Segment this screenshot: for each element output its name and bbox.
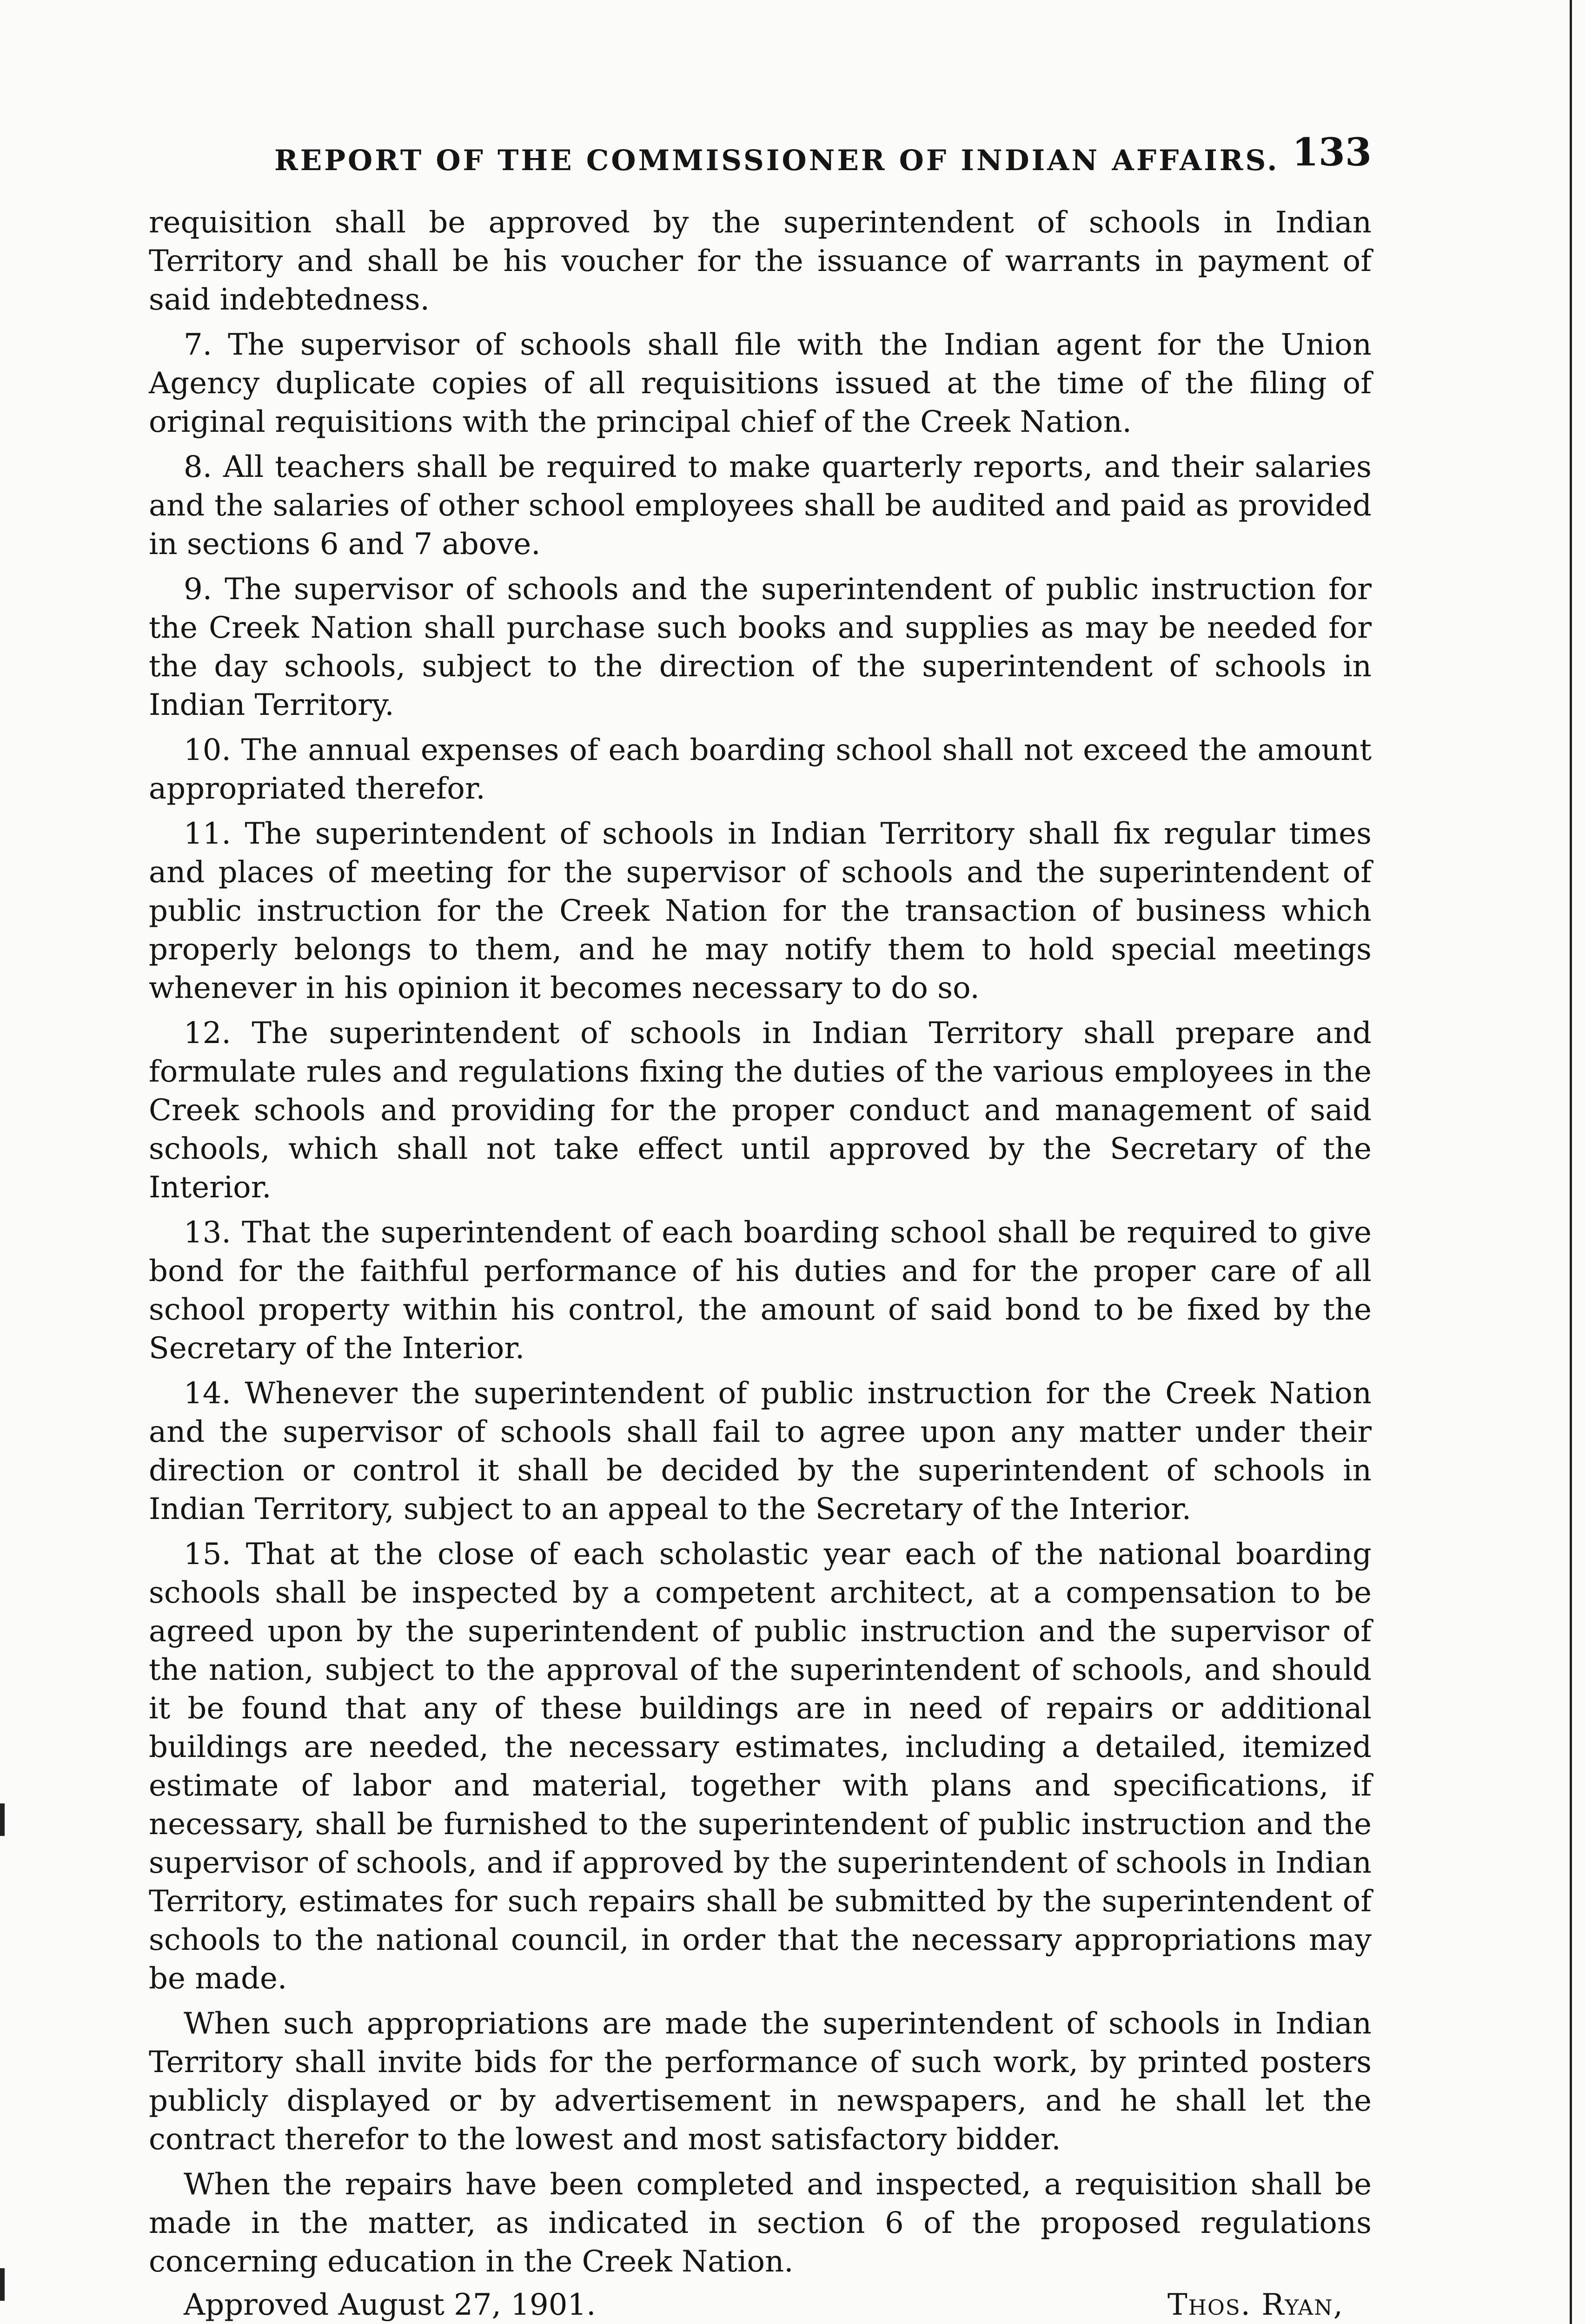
signer-name: Thos. Ryan, xyxy=(1167,2288,1344,2322)
scan-margin-mark xyxy=(0,2268,5,2301)
paragraph-section-10: 10. The annual expenses of each boarding school shall not exceed the amount appropriated therefor. xyxy=(149,733,1372,806)
page-number: 133 xyxy=(1292,130,1372,175)
paragraph-section-7: 7. The supervisor of schools shall file with the Indian agent for the Union Agency duplicate copies of all requisitions issued at the time of the filing of original requisitions with the principal chief of the Creek Nation. xyxy=(149,328,1372,439)
paragraph-section-11: 11. The superintendent of schools in Indian Territory shall fix regular times and places of meeting for the supervisor of schools and the superintendent of public instruction for the Creek Nation for the transaction of business which properly belongs to them, and he may notify them to hold special meetings whenever in his opinion it becomes necessary to do so. xyxy=(149,817,1372,1005)
running-header xyxy=(149,130,1372,186)
document-body xyxy=(149,130,1372,2324)
paragraph-section-12: 12. The superintendent of schools in Indian Territory shall prepare and formulate rules and regulations fixing the duties of the various employees in the Creek schools and providing for the proper conduct and management of said schools, which shall not take effect until approved by the Secretary of the Interior. xyxy=(149,1016,1372,1205)
approval-date: Approved August 27, 1901. xyxy=(184,2288,596,2322)
paragraph-appropriations: When such appropriations are made the superintendent of schools in Indian Territory shall invite bids for the performance of such work, by printed posters publicly displayed or by advertisement in newspapers, and he shall let the contract therefor to the lowest and most satisfactory bidder. xyxy=(149,2007,1372,2157)
page-edge-rule xyxy=(1570,0,1572,2324)
signature-block xyxy=(149,2288,1372,2324)
paragraph-section-8: 8. All teachers shall be required to make quarterly reports, and their salaries and the salaries of other school employees shall be audited and paid as provided in sections 6 and 7 above. xyxy=(149,450,1372,561)
paragraph-section-13: 13. That the superintendent of each boarding school shall be required to give bond for the faithful performance of his duties and for the proper care of all school property within his control, the amount of said bond to be fixed by the Secretary of the Interior. xyxy=(149,1215,1372,1366)
header-title: REPORT OF THE COMMISSIONER OF INDIAN AFFAIRS. xyxy=(274,144,1280,177)
paragraph-continuation: requisition shall be approved by the superintendent of schools in Indian Territory and shall be his voucher for the issuance of warrants in payment of said indebtedness. xyxy=(149,205,1372,317)
paragraph-section-9: 9. The supervisor of schools and the superintendent of public instruction for the Creek Nation shall purchase such books and supplies as may be needed for the day schools, subject to the direction of the superintendent of schools in Indian Territory. xyxy=(149,572,1372,722)
paragraph-repairs: When the repairs have been completed and inspected, a requisition shall be made in the matter, as indicated in section 6 of the proposed regulations concerning education in the Creek Nation. xyxy=(149,2167,1372,2279)
paragraph-section-14: 14. Whenever the superintendent of public instruction for the Creek Nation and the supervisor of schools shall fail to agree upon any matter under their direction or control it shall be decided by the superintendent of schools in Indian Territory, subject to an appeal to the Secretary of the Interior. xyxy=(149,1376,1372,1526)
paragraph-section-15: 15. That at the close of each scholastic year each of the national boarding schools shall be inspected by a competent architect, at a compensation to be agreed upon by the superintendent of public instruction and the supervisor of the nation, subject to the approval of the superintendent of schools, and should it be found that any of these buildings are in need of repairs or additional buildings are needed, the necessary estimates, including a detailed, itemized estimate of labor and material, together with plans and specifications, if necessary, shall be furnished to the superintendent of public instruction and the supervisor of schools, and if approved by the superintendent of schools in Indian Territory, estimates for such repairs shall be submitted by the superintendent of schools to the national council, in order that the necessary appropriations may be made. xyxy=(149,1537,1372,1996)
scan-margin-mark xyxy=(0,1803,5,1836)
